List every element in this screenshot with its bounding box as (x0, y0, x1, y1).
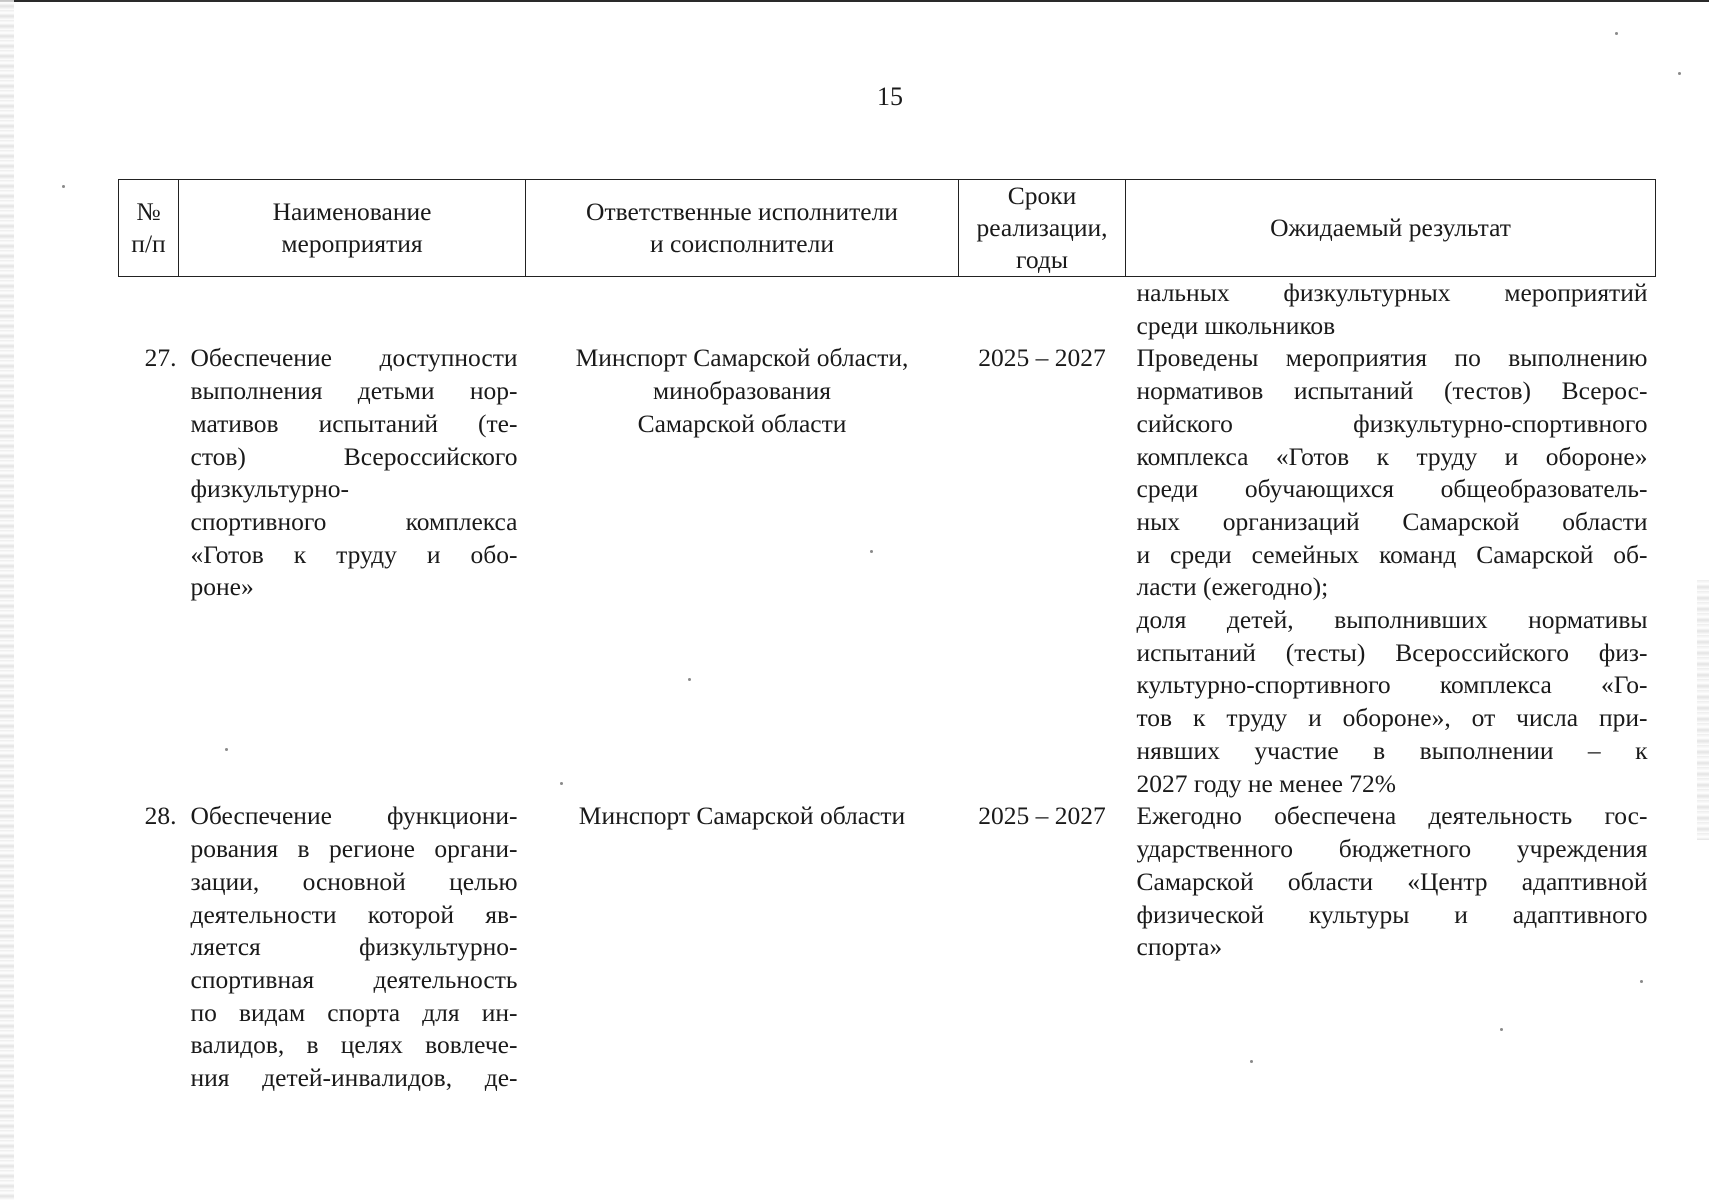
text-line: тов к труду и обороне», от числа при- (1136, 703, 1648, 733)
text-line: Минспорт Самарской области, (575, 343, 909, 373)
scan-speck (1250, 1060, 1253, 1063)
text-line: ных организаций Самарской области (1136, 506, 1648, 536)
scan-speck (560, 782, 563, 785)
cell-empty (119, 277, 179, 343)
scan-speck (225, 748, 228, 751)
cell-years: 2025 – 2027 (978, 343, 1106, 373)
cell-empty (179, 277, 526, 343)
scan-speck (1500, 1028, 1503, 1031)
cell-result (1126, 800, 1656, 1100)
table-row (119, 342, 1656, 800)
cell-empty (959, 277, 1126, 343)
text-line: деятельности которой яв- (190, 899, 518, 929)
table-row (119, 800, 1656, 1100)
cell-responsible (526, 342, 959, 800)
scan-speck (688, 678, 691, 681)
scan-speck (870, 550, 873, 553)
header-num-line: п/п (131, 229, 166, 258)
cell-result-continued (1126, 277, 1656, 343)
text-line: Обеспечение функциони- (190, 801, 518, 831)
text-line: физкультурно- (190, 474, 349, 504)
scan-speck (62, 185, 65, 188)
text-line: выполнения детьми нор- (190, 376, 518, 406)
text-line: ния детей-инвалидов, де- (190, 1063, 518, 1093)
scan-speck (1678, 72, 1681, 75)
cell-name (179, 342, 526, 800)
text-line: Самарской области «Центр адаптивной (1136, 866, 1648, 896)
header-name-line: Наименование (272, 197, 432, 226)
text-line: Ежегодно обеспечена деятельность гос- (1136, 801, 1648, 831)
text-line: комплекса «Готов к труду и обороне» (1136, 441, 1648, 471)
cell-name (179, 800, 526, 1100)
text-line: и среди семейных команд Самарской об- (1136, 539, 1648, 569)
scan-speck (1615, 32, 1618, 35)
text-line: мативов испытаний (те- (190, 408, 518, 438)
text-line: доля детей, выполнивших нормативы (1136, 605, 1648, 635)
text-line: нальных физкультурных мероприятий (1136, 278, 1648, 307)
text-line: рования в регионе органи- (190, 834, 518, 864)
text-line: стов) Всероссийского (190, 441, 518, 471)
header-years-line: годы (1016, 245, 1068, 274)
text-line: физической культуры и адаптивного (1136, 899, 1648, 929)
text-line: 2027 году не менее 72% (1136, 768, 1397, 798)
text-line: ляется физкультурно- (190, 932, 518, 962)
scan-right-edge (1697, 580, 1709, 840)
cell-empty (526, 277, 959, 343)
header-result: Ожидаемый результат (1126, 180, 1656, 277)
text-line: Проведены мероприятия по выполнению (1136, 343, 1648, 373)
text-line: Обеспечение доступности (190, 343, 518, 373)
text-line: нормативов испытаний (тестов) Всерос- (1136, 376, 1648, 406)
header-num (119, 180, 179, 277)
text-line: зации, основной целью (190, 866, 518, 896)
text-line: ударственного бюджетного учреждения (1136, 834, 1648, 864)
header-years (959, 180, 1126, 277)
text-line: роне» (190, 572, 254, 602)
table-header-row (119, 180, 1656, 277)
text-line: по видам спорта для ин- (190, 997, 518, 1027)
cell-num: 28. (144, 801, 177, 831)
header-responsible (526, 180, 959, 277)
scan-left-edge (0, 0, 14, 1200)
header-responsible-line: Ответственные исполнители (586, 197, 898, 226)
text-line: спортивного комплекса (190, 506, 518, 536)
text-line: среди обучающихся общеобразователь- (1136, 474, 1648, 504)
page-number: 15 (877, 82, 903, 111)
cell-years: 2025 – 2027 (978, 801, 1106, 831)
activities-table (118, 179, 1656, 1100)
text-line: Самарской области (637, 408, 847, 438)
text-line: спорта» (1136, 932, 1223, 962)
header-name (179, 180, 526, 277)
header-responsible-line: и соисполнители (650, 229, 834, 258)
page-top-edge (0, 0, 1709, 2)
text-line: культурно-спортивного комплекса «Го- (1136, 670, 1648, 700)
text-line: Минспорт Самарской области (578, 801, 906, 831)
cell-num: 27. (144, 343, 177, 373)
text-line: «Готов к труду и обо- (190, 539, 518, 569)
text-line: минобразования (653, 376, 831, 406)
table-row-continuation (119, 277, 1656, 343)
text-line: нявших участие в выполнении – к (1136, 735, 1648, 765)
header-num-line: № (136, 197, 161, 226)
text-line: ласти (ежегодно); (1136, 572, 1329, 602)
cell-responsible (526, 800, 959, 1100)
text-line: валидов, в целях вовлече- (190, 1030, 518, 1060)
text-line: сийского физкультурно-спортивного (1136, 408, 1648, 438)
cell-result (1126, 342, 1656, 800)
text-line: испытаний (тесты) Всероссийского физ- (1136, 637, 1648, 667)
header-name-line: мероприятия (281, 229, 423, 258)
header-years-line: реализации, (976, 213, 1108, 242)
text-line: среди школьников (1136, 310, 1336, 340)
text-line: спортивная деятельность (190, 964, 518, 994)
scan-speck (1640, 980, 1643, 983)
header-years-line: Сроки (1007, 181, 1077, 210)
